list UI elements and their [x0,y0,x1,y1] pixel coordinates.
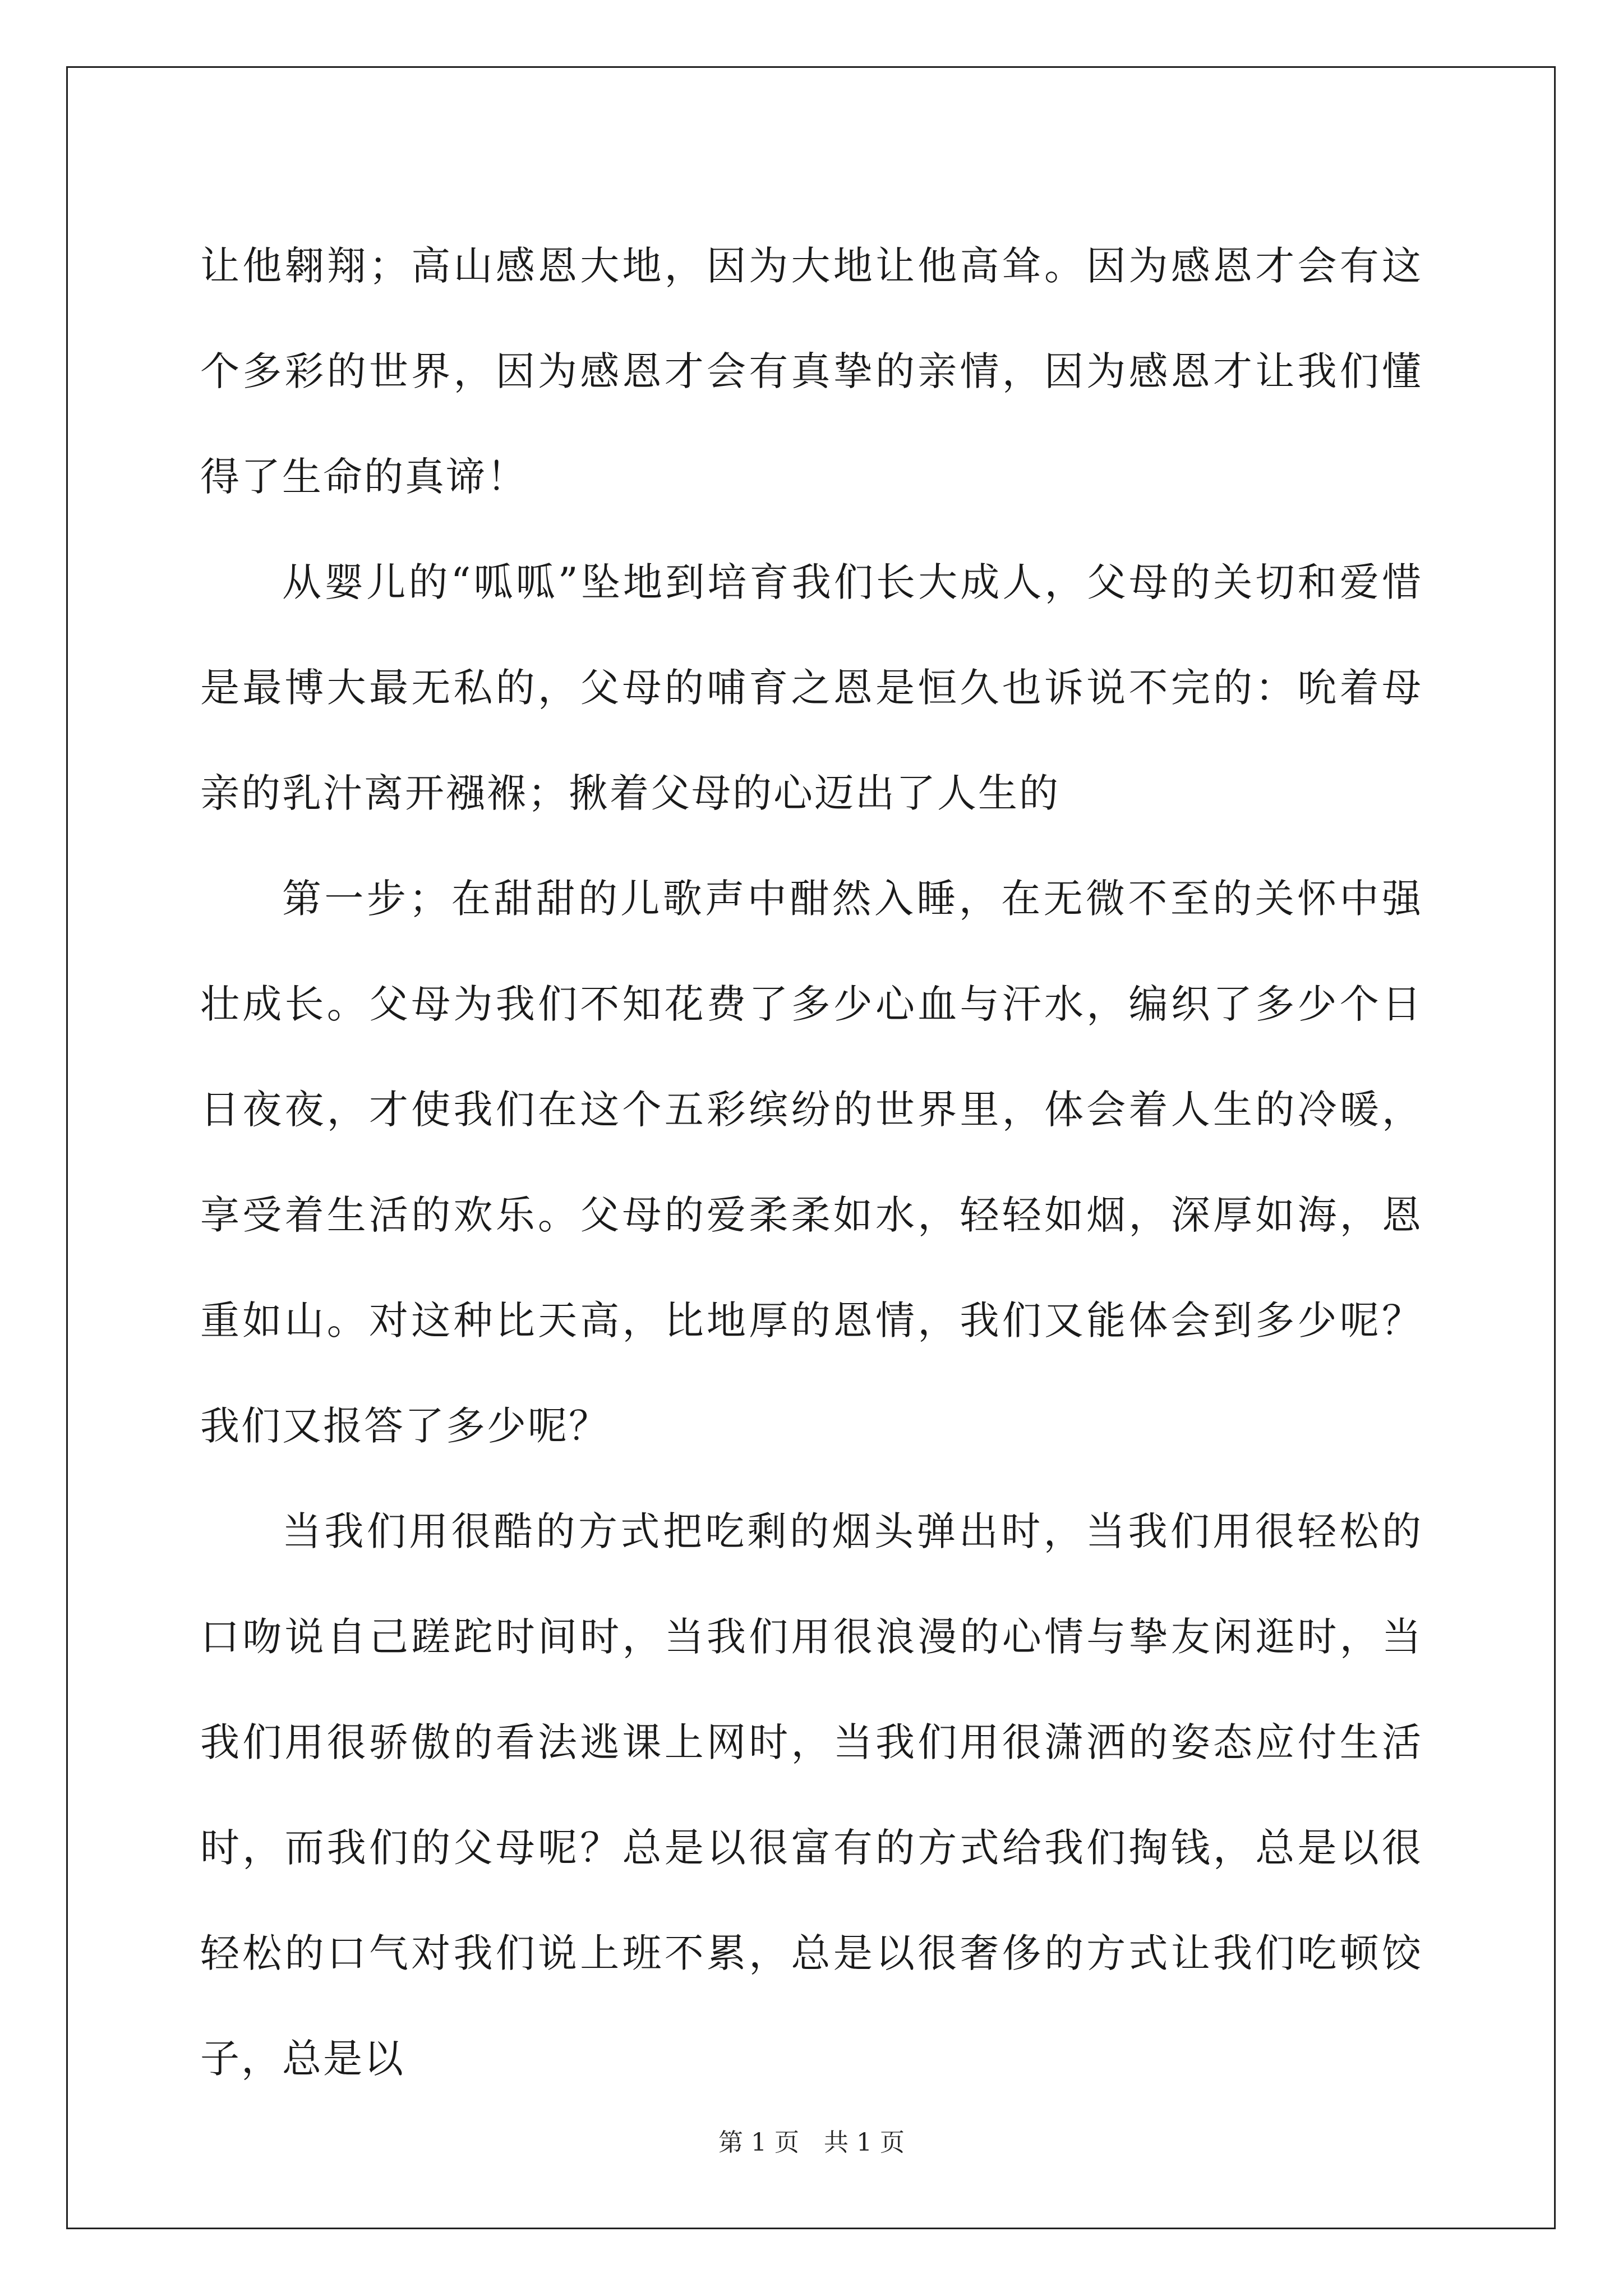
paragraph-4: 当我们用很酷的方式把吃剩的烟头弹出时，当我们用很轻松的口吻说自己蹉跎时间时，当我们用很浪漫的心情与挚友闲逛时，当我们用很骄傲的看法逃课上网时，当我们用很潇洒的姿态应付生活时，而我们的父母呢？总是以很富有的方式给我们掏钱，总是以很轻松的口气对我们说上班不累，总是以很奢侈的方式让我们吃顿饺子，总是以 [200,1508,1423,2082]
paragraph-3: 第一步；在甜甜的儿歌声中酣然入睡，在无微不至的关怀中强壮成长。父母为我们不知花费了多少心血与汗水，编织了多少个日日夜夜，才使我们在这个五彩缤纷的世界里，体会着人生的冷暖，享受着生活的欢乐。父母的爱柔柔如水，轻轻如烟，深厚如海，恩重如山。对这种比天高，比地厚的恩情，我们又能体会到多少呢？我们又报答了多少呢？ [200,876,1423,1449]
paragraph-1: 让他翱翔；高山感恩大地，因为大地让他高耸。因为感恩才会有这个多彩的世界，因为感恩才会有真挚的亲情，因为感恩才让我们懂得了生命的真谛！ [200,243,1423,500]
page-number-footer: 第 1 页 共 1 页 [718,2128,905,2157]
paragraph-2: 从婴儿的“呱呱”坠地到培育我们长大成人，父母的关切和爱惜是最博大最无私的，父母的哺育之恩是恒久也诉说不完的：吮着母亲的乳汁离开襁褓；揪着父母的心迈出了人生的 [200,559,1423,816]
document-body [200,213,1423,2111]
